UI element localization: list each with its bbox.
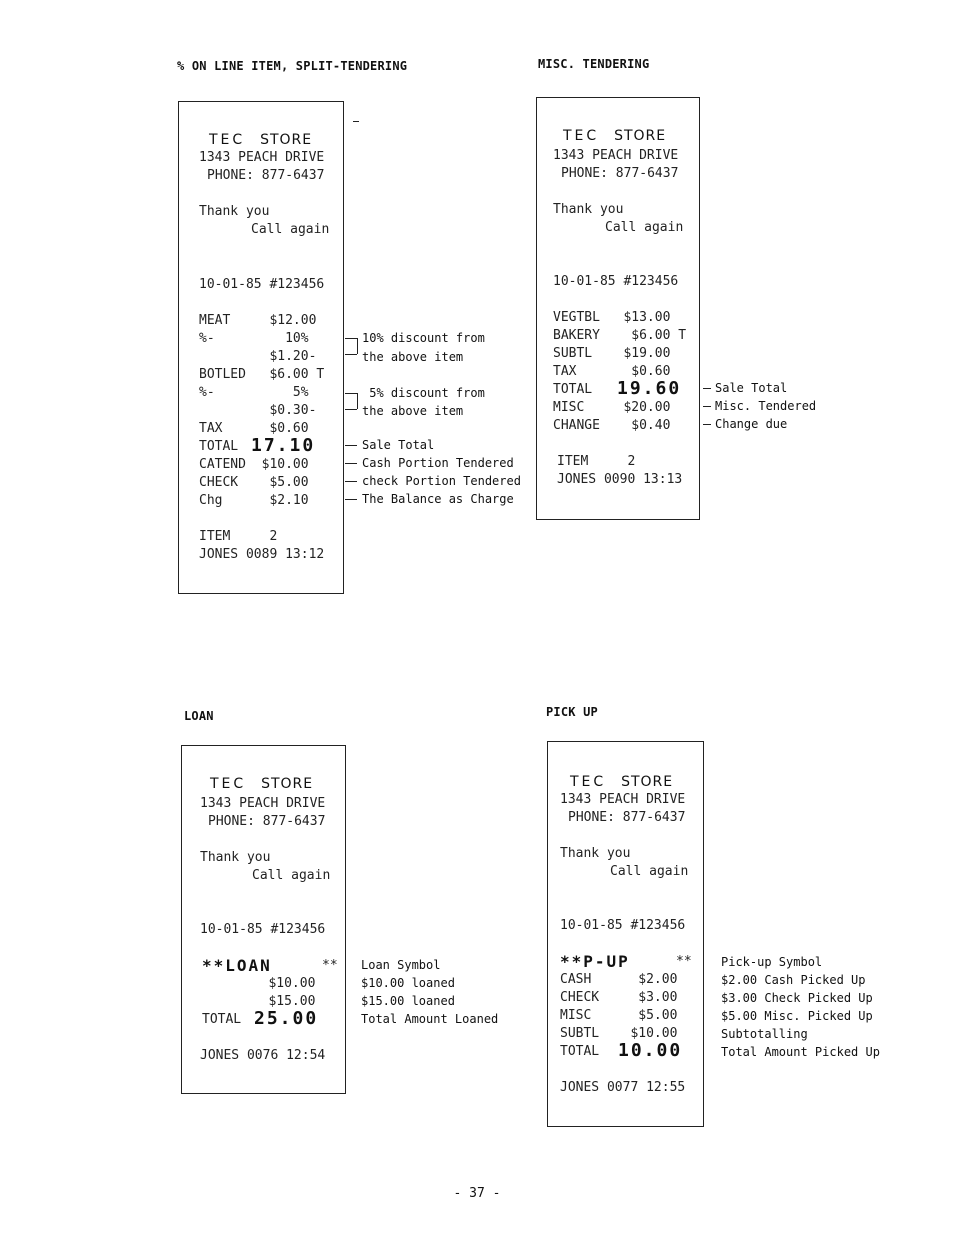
annotation-discount-2b: the above item [362,404,464,418]
page-number: - 37 - [453,1186,501,1201]
receipt-thanks: Thank you [553,202,624,217]
receipt-footer: JONES 0077 12:55 [560,1080,686,1095]
receipt-brand: TEC STORE [209,132,313,148]
annotation-bracket [357,393,358,409]
annotation-tick [345,499,357,500]
receipt-line: SUBTL $19.00 [553,346,671,361]
receipt-line: MEAT $12.00 [199,313,317,328]
receipt-total-label: TOTAL [553,382,593,397]
annotation-tick [703,388,711,389]
annotation-sale-total: Sale Total [715,381,788,395]
receipt-phone: PHONE: 877-6437 [561,166,679,181]
receipt-line: BOTLED $6.00 T [199,367,325,382]
annotation-cash-portion: Cash Portion Tendered [362,456,514,470]
receipt-call-again: Call again [610,864,689,879]
annotation-tick [345,481,357,482]
receipt-item-count: ITEM 2 [199,529,278,544]
receipt-call-again: Call again [605,220,684,235]
receipt-brand: TEC STORE [563,128,667,144]
receipt-phone: PHONE: 877-6437 [208,814,326,829]
receipt-split-tendering [178,101,344,594]
receipt-total-amount: 19.60 [617,378,682,399]
receipt-address: 1343 PEACH DRIVE [200,796,326,811]
annotation-tick [345,354,357,355]
receipt-loan-symbol-tail: ** [322,958,338,973]
receipt-line: CASH $2.00 [560,972,678,987]
receipt-call-again: Call again [252,868,331,883]
receipt-line: Chg $2.10 [199,493,309,508]
receipt-total-label: TOTAL [202,1012,242,1027]
receipt-pick-up [547,741,704,1127]
annotation-loan-2: $15.00 loaned [361,994,455,1008]
receipt-item-count: ITEM 2 [557,454,636,469]
heading-misc-tendering: MISC. TENDERING [538,57,650,71]
receipt-total-amount: 25.00 [254,1008,319,1029]
annotation-loan-symbol: Loan Symbol [361,958,441,972]
receipt-line: MISC $20.00 [553,400,671,415]
annotation-sale-total: Sale Total [362,438,435,452]
receipt-line: VEGTBL $13.00 [553,310,671,325]
receipt-footer: JONES 0089 13:12 [199,547,325,562]
annotation-tick [345,393,357,394]
receipt-loan [181,745,346,1094]
annotation-pickup-subtotal: Subtotalling [721,1027,808,1041]
receipt-line: $15.00 [198,994,316,1009]
receipt-line: CHECK $3.00 [560,990,678,1005]
receipt-line: TAX $0.60 [199,421,309,436]
receipt-date-number: 10-01-85 #123456 [199,277,325,292]
receipt-date-number: 10-01-85 #123456 [200,922,326,937]
receipt-line: BAKERY $6.00 T [553,328,687,343]
receipt-date-number: 10-01-85 #123456 [553,274,679,289]
receipt-line: TAX $0.60 [553,364,671,379]
annotation-tick [703,406,711,407]
annotation-tick [345,445,357,446]
heading-split-tendering: % ON LINE ITEM, SPLIT-TENDERING [177,59,408,73]
receipt-total-label: TOTAL [199,439,239,454]
annotation-tick [345,338,357,339]
annotation-pickup-check: $3.00 Check Picked Up [721,991,873,1005]
receipt-footer: JONES 0076 12:54 [200,1048,326,1063]
receipt-footer: JONES 0090 13:13 [557,472,683,487]
receipt-line: %- 10% [199,331,309,346]
receipt-phone: PHONE: 877-6437 [207,168,325,183]
receipt-address: 1343 PEACH DRIVE [553,148,679,163]
receipt-pickup-symbol-tail: ** [676,954,692,969]
annotation-check-portion: check Portion Tendered [362,474,521,488]
receipt-line: %- 5% [199,385,309,400]
receipt-line: $0.30- [199,403,317,418]
annotation-pickup-misc: $5.00 Misc. Picked Up [721,1009,873,1023]
receipt-brand: TEC STORE [570,774,674,790]
receipt-total-label: TOTAL [560,1044,600,1059]
annotation-discount-1b: the above item [362,350,464,364]
annotation-tick [353,121,359,122]
receipt-misc-tendering [536,97,700,520]
receipt-date-number: 10-01-85 #123456 [560,918,686,933]
annotation-tick [345,463,357,464]
receipt-total-amount: 10.00 [618,1040,683,1061]
annotation-tick [345,409,357,410]
receipt-line: $1.20- [199,349,317,364]
annotation-pickup-symbol: Pick-up Symbol [721,955,823,969]
receipt-address: 1343 PEACH DRIVE [199,150,325,165]
receipt-line: MISC $5.00 [560,1008,678,1023]
receipt-phone: PHONE: 877-6437 [568,810,686,825]
receipt-line: $10.00 [198,976,316,991]
receipt-thanks: Thank you [199,204,270,219]
heading-pick-up: PICK UP [546,705,598,719]
annotation-discount-1a: 10% discount from [362,331,485,345]
receipt-total-amount: 17.10 [251,435,316,456]
receipt-line: CHECK $5.00 [199,475,309,490]
annotation-pickup-total: Total Amount Picked Up [721,1045,880,1059]
annotation-discount-2a: 5% discount from [362,386,485,400]
receipt-line: CHANGE $0.40 [553,418,671,433]
annotation-charge-balance: The Balance as Charge [362,492,514,506]
receipt-loan-symbol: **LOAN [202,956,272,975]
receipt-address: 1343 PEACH DRIVE [560,792,686,807]
annotation-tick [703,424,711,425]
annotation-loan-1: $10.00 loaned [361,976,455,990]
receipt-thanks: Thank you [200,850,271,865]
receipt-line: CATEND $10.00 [199,457,309,472]
annotation-loan-total: Total Amount Loaned [361,1012,499,1026]
annotation-bracket [357,338,358,354]
annotation-pickup-cash: $2.00 Cash Picked Up [721,973,866,987]
receipt-thanks: Thank you [560,846,631,861]
receipt-line: SUBTL $10.00 [560,1026,678,1041]
receipt-pickup-symbol: **P-UP [560,952,630,971]
heading-loan: LOAN [184,709,214,723]
annotation-misc-tendered: Misc. Tendered [715,399,817,413]
receipt-brand: TEC STORE [210,776,314,792]
receipt-call-again: Call again [251,222,330,237]
annotation-change-due: Change due [715,417,788,431]
